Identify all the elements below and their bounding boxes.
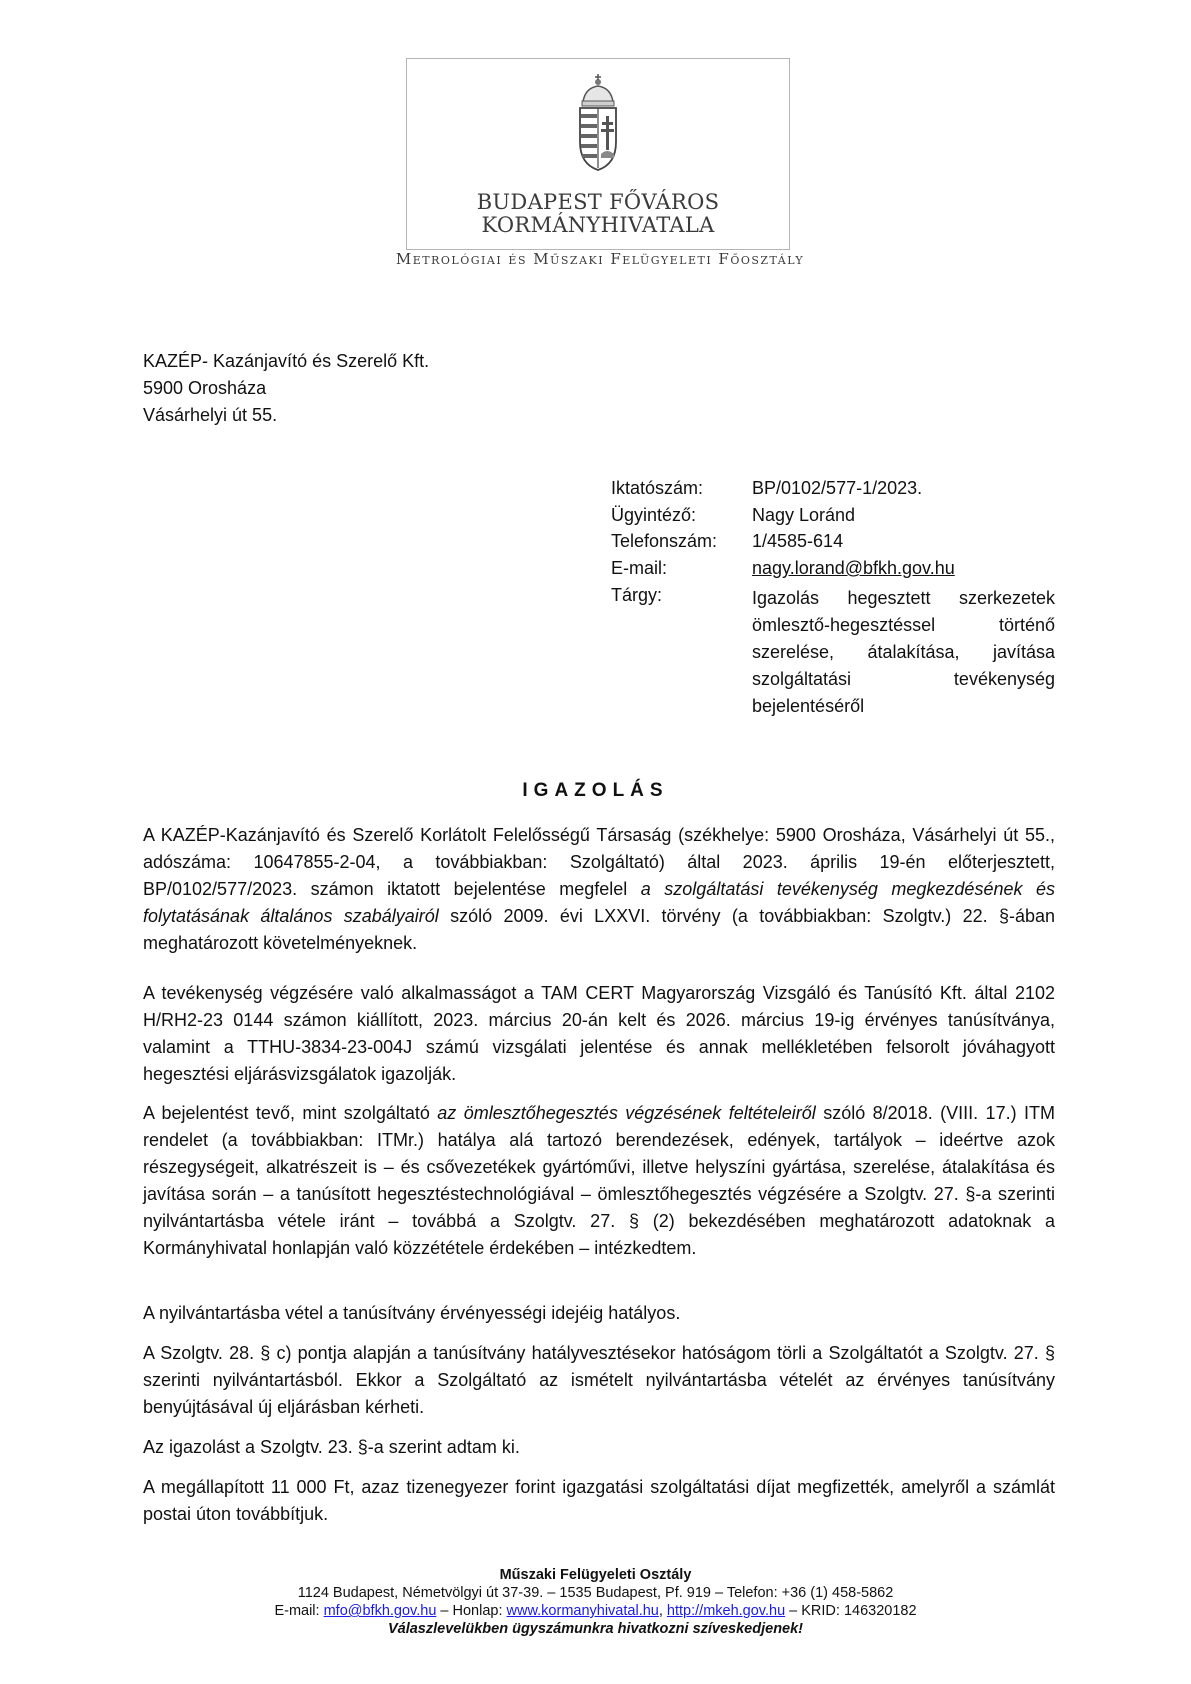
telefon-value: 1/4585-614 [752, 531, 844, 551]
footer-office: Műszaki Felügyeleti Osztály [499, 1567, 692, 1583]
targy-value: Igazolás hegesztett szerkezetek ömlesztő-hegesztéssel történő szerelése, átalakítása, javítása szolgáltatási tevékenység bejelentéséről [752, 588, 1055, 716]
addressee-street: Vásárhelyi út 55. [143, 405, 278, 425]
footer-note: Válaszlevelükben ügyszámunkra hivatkozni szíveskedjenek! [387, 1621, 804, 1637]
footer-address: 1124 Budapest, Németvölgyi út 37-39. – 1535 Budapest, Pf. 919 – Telefon: +36 (1) 458-5862 [297, 1585, 894, 1601]
paragraph-3-text-a: A bejelentést tevő, mint szolgáltató [143, 1103, 438, 1123]
paragraph-4: A nyilvántartásba vétel a tanúsítvány érvényességi idejéig hatályos. [143, 1303, 681, 1323]
hungarian-coat-of-arms-icon [573, 72, 623, 172]
org-name-line2: KORMÁNYHIVATALA [481, 213, 715, 237]
org-name-line1: BUDAPEST FŐVÁROS [476, 190, 720, 214]
footer-homepage-link-1[interactable]: www.kormanyhivatal.hu [506, 1603, 659, 1619]
paragraph-3-decree-title: az ömlesztőhegesztés végzésének feltételeiről [437, 1103, 816, 1123]
footer-contacts [0, 1602, 1191, 1620]
iktatoszam-label: Iktatószám: [611, 478, 704, 498]
paragraph-2: A tevékenység végzésére való alkalmasságot a TAM CERT Magyarország Vizsgáló és Tanúsító Kft. által 2102 H/RH2-23 0144 számon kiállított, 2023. március 20-án kelt és 2026. március 19-ig érvényes tanúsítványa, valamint a TTHU-3834-23-004J számú vizsgálati jelentése és annak mellékletében felsorolt jóváhagyott hegesztési eljárásvizsgálatok igazolják. [143, 983, 1055, 1084]
ugyintezo-value: Nagy Loránd [752, 505, 856, 525]
paragraph-3-text-b: szóló 8/2018. (VIII. 17.) ITM rendelet (a továbbiakban: ITMr.) hatálya alá tartozó berendezések, edények, tartályok – ideértve azok részegységeit, alkatrészeit is – és csővezetékek gyártóművi, illetve helyszíni gyártása, szerelése, átalakítása és javítása során – a tanúsított hegesztéstechnológiával – ömlesztőhegesztés végzésére a Szolgtv. 27. §-a szerinti nyilvántartásba vétele iránt – továbbá a Szolgtv. 27. § (2) bekezdésében meghatározott adatoknak a Kormányhivatal honlapján való közzététele érdekében – intézkedtem. [143, 1103, 1055, 1258]
email-link[interactable]: nagy.lorand@bfkh.gov.hu [752, 558, 955, 578]
targy-label: Tárgy: [611, 585, 663, 605]
paragraph-1-text-b: szóló 2009. évi LXXVI. törvény (a továbbiakban: Szolgtv.) 22. §-ában meghatározott követelményeknek. [143, 906, 1055, 953]
footer-email-link[interactable]: mfo@bfkh.gov.hu [323, 1603, 437, 1619]
document-title: IGAZOLÁS [522, 780, 669, 801]
iktatoszam-value: BP/0102/577-1/2023. [752, 478, 923, 498]
paragraph-3 [143, 1100, 1055, 1262]
addressee-name: KAZÉP- Kazánjavító és Szerelő Kft. [143, 351, 430, 371]
footer-homepage-link-2[interactable]: http://mkeh.gov.hu [666, 1603, 786, 1619]
paragraph-1 [143, 822, 1055, 957]
department-name: Metrológiai és Műszaki Felügyeleti Főosztály [395, 250, 805, 268]
paragraph-6: Az igazolást a Szolgtv. 23. §-a szerint adtam ki. [143, 1437, 520, 1457]
footer-krid: – KRID: 146320182 [785, 1603, 917, 1619]
paragraph-5: A Szolgtv. 28. § c) pontja alapján a tanúsítvány hatályvesztésekor hatóságom törli a Szolgáltatót a Szolgtv. 27. § szerinti nyilvántartásból. Ekkor a Szolgáltató az ismételt nyilvántartásba vételét az érvényes tanúsítvány benyújtásával új eljárásban kérheti. [143, 1343, 1055, 1417]
footer-homepage-prefix: – Honlap: [436, 1603, 507, 1619]
paragraph-1-law-title: a szolgáltatási tevékenység megkezdésének és folytatásának általános szabályairól [143, 879, 1055, 926]
paragraph-1-text-a: A KAZÉP-Kazánjavító és Szerelő Korlátolt Felelősségű Társaság (székhelye: 5900 Orosháza, Vásárhelyi út 55., adószáma: 10647855-2-04, a továbbiakban: Szolgáltató) által 2023. április 19-én előterjesztett, BP/0102/577/2023. számon iktatott bejelentése megfelel [143, 825, 1055, 899]
ugyintezo-label: Ügyintéző: [611, 505, 697, 525]
telefon-label: Telefonszám: [611, 531, 718, 551]
footer-email-prefix: E-mail: [274, 1603, 324, 1619]
footer-separator: , [658, 1603, 667, 1619]
email-label: E-mail: [611, 558, 668, 578]
addressee-city: 5900 Orosháza [143, 378, 267, 398]
paragraph-7: A megállapított 11 000 Ft, azaz tizenegyezer forint igazgatási szolgáltatási díjat megfizették, amelyről a számlát postai úton továbbítjuk. [143, 1477, 1055, 1524]
